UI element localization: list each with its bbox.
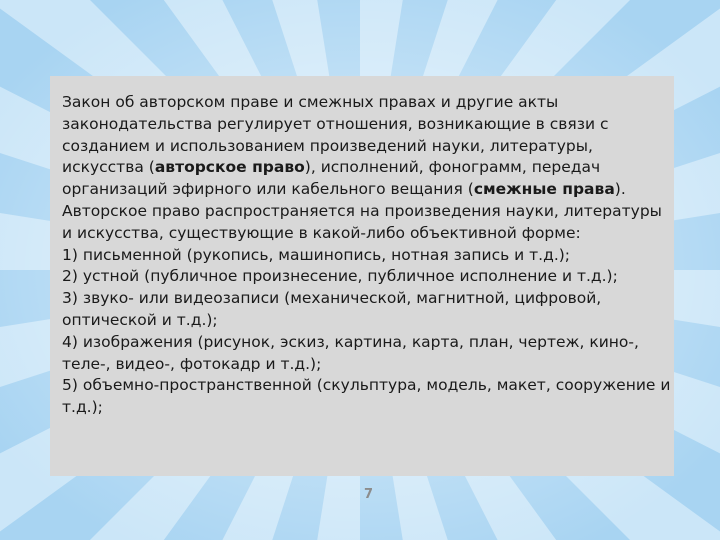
intro-text-3: ).: [614, 180, 626, 199]
copyright-term: авторское право: [154, 158, 305, 177]
related-rights-term: смежные права: [473, 180, 615, 199]
list-item: 2) устной (публичное произнесение, публичное исполнение и т.д.);: [62, 267, 618, 286]
page-number: 7: [364, 487, 374, 502]
list-item: 1) письменной (рукопись, машинопись, нотная запись и т.д.);: [62, 245, 571, 264]
list-item: 4) изображения (рисунок, эскиз, картина, карта, план, чертеж, кино-, теле-, видео-, фотокадр и т.д.);: [62, 332, 639, 373]
list-item: 3) звуко- или видеозаписи (механической, магнитной, цифровой, оптической и т.д.);: [62, 289, 602, 329]
intro-text-2: ), исполнений, фонограмм, передач организаций эфирного или кабельного вещания (: [62, 158, 601, 199]
slide-body: [62, 92, 672, 419]
intro-text-1: Закон об авторском праве и смежных правах и другие акты законодательства регулирует отношения, возникающие в связи с созданием и использованием произведений науки, литературы, искусства (: [62, 93, 609, 177]
scope-paragraph: Авторское право распространяется на произведения науки, литературы и искусства, существующие в какой-либо объективной форме:: [62, 201, 662, 242]
list-item: 5) объемно-пространственной (скульптура, модель, макет, сооружение и т.д.);: [62, 376, 671, 417]
intro-paragraph: [62, 92, 672, 201]
